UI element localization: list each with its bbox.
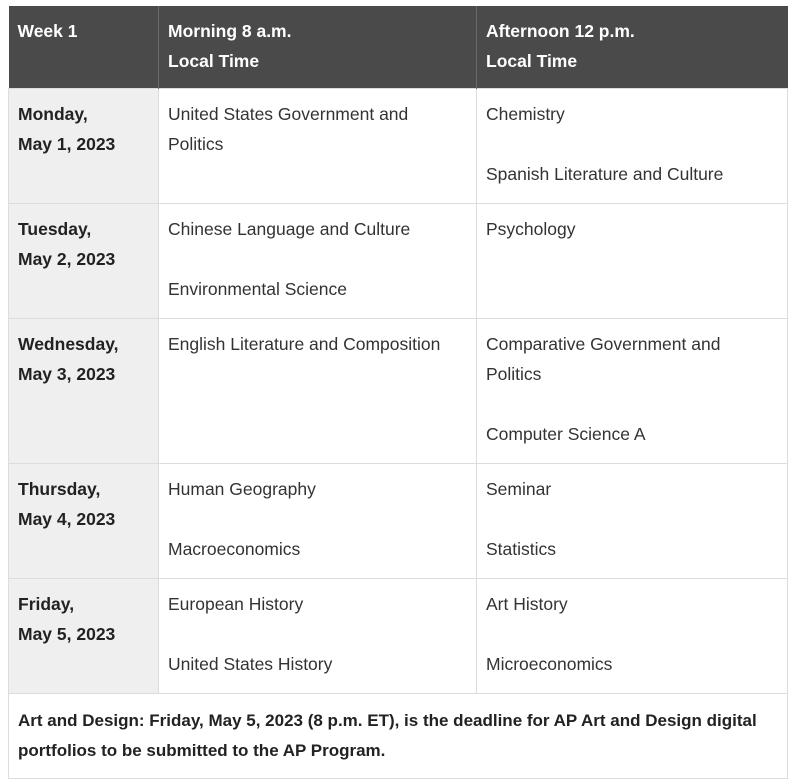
day-date: May 5, 2023 [18,624,116,644]
day-cell [9,464,159,579]
header-morning [159,6,477,89]
afternoon-cell [477,319,788,464]
exam-name: Spanish Literature and Culture [486,164,724,184]
exam-name: Microeconomics [486,654,613,674]
header-week [9,6,159,89]
header-afternoon-line2: Local Time [486,51,578,71]
morning-cell [159,89,477,204]
exam-name: Seminar [486,479,552,499]
table-header-row [9,6,788,89]
day-date: May 1, 2023 [18,134,116,154]
table-row [9,89,788,204]
day-name: Monday, [18,104,88,124]
day-cell [9,579,159,694]
exam-name: United States History [168,654,333,674]
morning-cell [159,579,477,694]
exam-name: Human Geography [168,479,316,499]
afternoon-cell [477,204,788,319]
table-row [9,579,788,694]
header-morning-line1: Morning 8 a.m. [168,21,292,41]
schedule-container [8,6,787,779]
header-afternoon [477,6,788,89]
exam-name: Statistics [486,539,557,559]
day-date: May 2, 2023 [18,249,116,269]
afternoon-cell [477,579,788,694]
day-name: Wednesday, [18,334,119,354]
day-cell [9,89,159,204]
header-morning-line2: Local Time [168,51,260,71]
exam-name: Psychology [486,219,576,239]
exam-name: United States Government and Politics [168,104,409,154]
art-design-note: Art and Design: Friday, May 5, 2023 (8 p.m. ET), is the deadline for AP Art and Design digital portfolios to be submitted to the AP Program. [9,694,788,779]
day-date: May 4, 2023 [18,509,116,529]
afternoon-cell [477,464,788,579]
table-row [9,464,788,579]
table-row [9,319,788,464]
exam-name: Environmental Science [168,279,347,299]
header-afternoon-line1: Afternoon 12 p.m. [486,21,635,41]
exam-name: Chemistry [486,104,565,124]
day-name: Thursday, [18,479,101,499]
morning-cell [159,204,477,319]
day-date: May 3, 2023 [18,364,116,384]
exam-name: European History [168,594,304,614]
header-week-label: Week 1 [17,21,78,41]
note-row [9,694,788,779]
exam-name: Chinese Language and Culture [168,219,411,239]
morning-cell [159,464,477,579]
day-name: Friday, [18,594,75,614]
morning-cell [159,319,477,464]
day-name: Tuesday, [18,219,92,239]
day-cell [9,204,159,319]
table-row [9,204,788,319]
day-cell [9,319,159,464]
exam-name: Comparative Government and Politics [486,334,721,384]
exam-name: Art History [486,594,568,614]
exam-name: Computer Science A [486,424,646,444]
exam-name: English Literature and Composition [168,334,441,354]
exam-schedule-table [8,6,788,779]
afternoon-cell [477,89,788,204]
exam-name: Macroeconomics [168,539,301,559]
